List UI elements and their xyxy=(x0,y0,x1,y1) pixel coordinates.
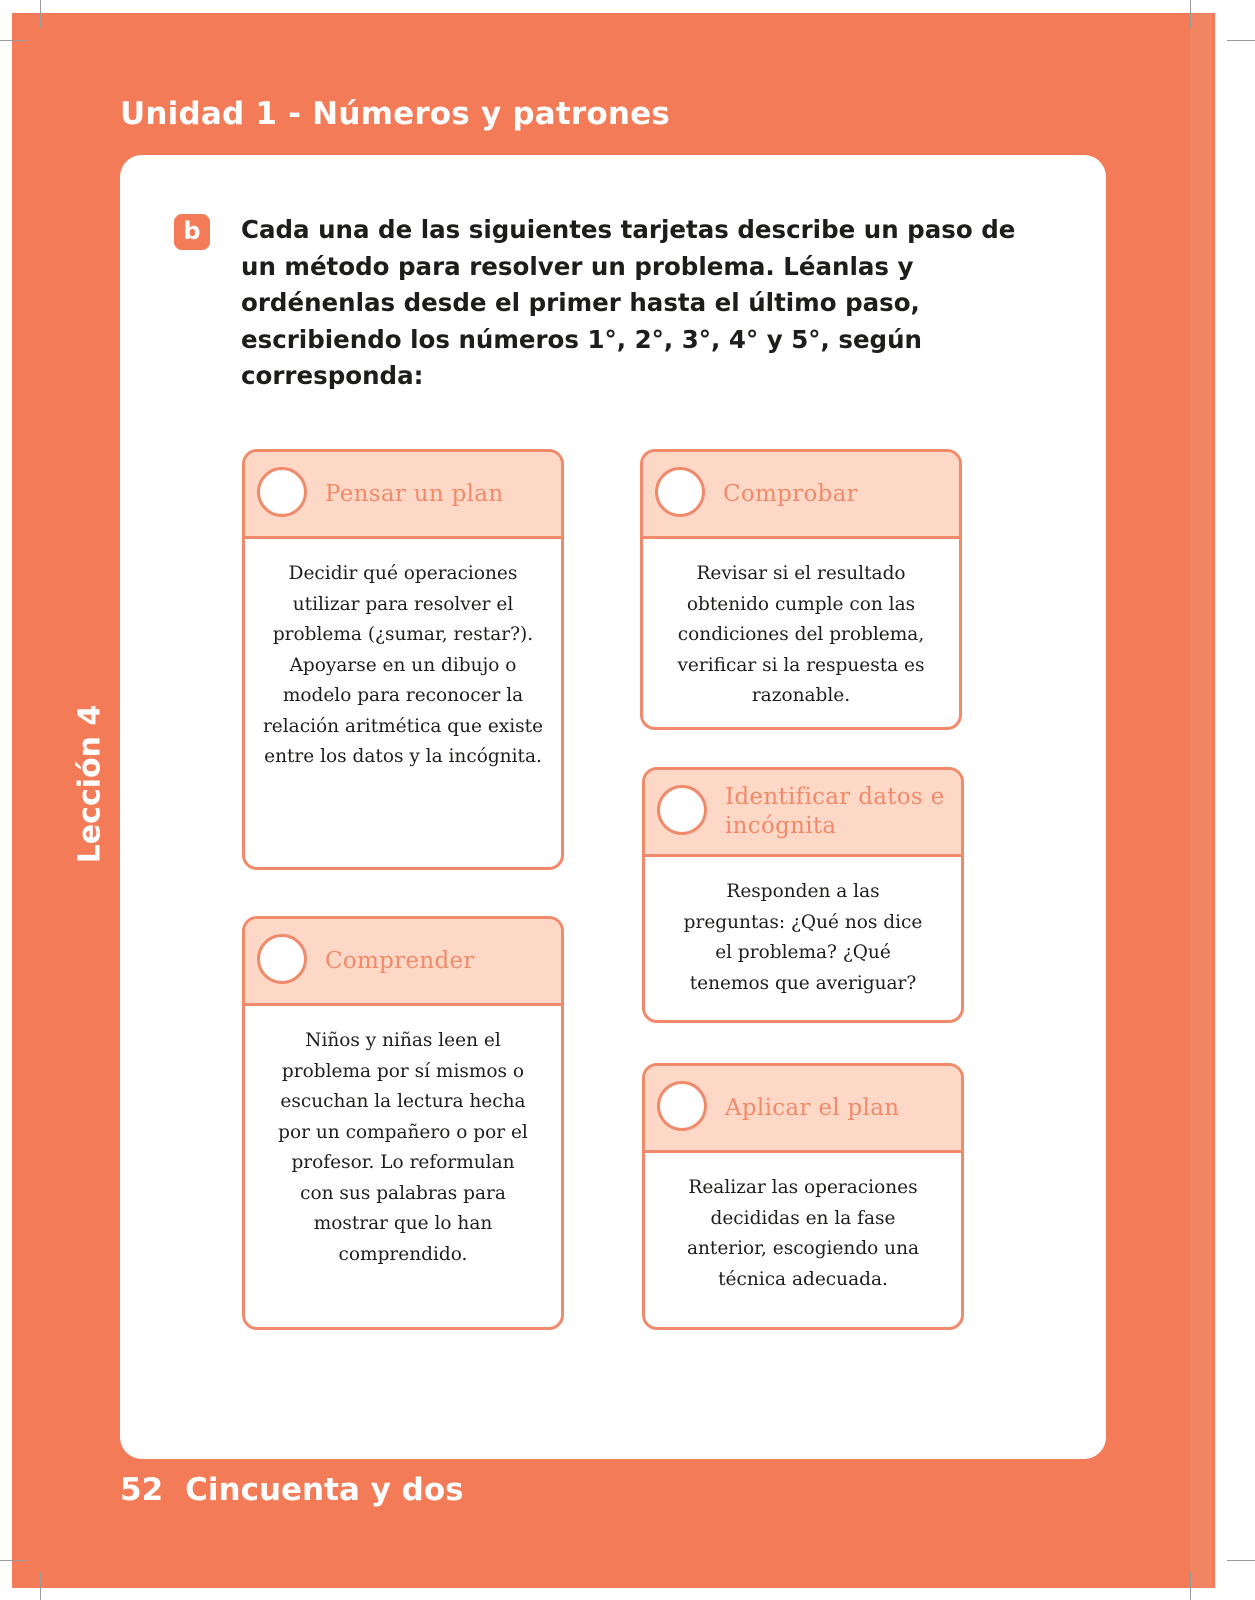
unit-title: Unidad 1 - Números y patrones xyxy=(120,96,671,132)
step-card-comprobar xyxy=(640,449,962,730)
crop-mark xyxy=(1190,0,1191,28)
crop-mark xyxy=(0,1560,28,1561)
exercise-badge: b xyxy=(174,214,210,250)
card-title: Identificar datos e incógnita xyxy=(725,784,945,839)
step-card-pensar-un-plan xyxy=(242,449,564,870)
crop-mark xyxy=(40,0,41,28)
step-card-identificar-datos xyxy=(642,767,964,1023)
crop-mark xyxy=(1227,40,1255,41)
page-number-words: Cincuenta y dos xyxy=(185,1472,464,1508)
lesson-label: Lección 4 xyxy=(72,704,108,864)
card-header xyxy=(645,1066,961,1153)
step-number-circle[interactable] xyxy=(257,467,307,517)
step-card-aplicar-el-plan xyxy=(642,1063,964,1330)
card-description: Responden a las preguntas: ¿Qué nos dice el problema? ¿Qué tenemos que averiguar? xyxy=(683,881,923,994)
exercise-instruction: Cada una de las siguientes tarjetas describe un paso de un método para resolver un problema. Léanlas y ordénenlas desde el primer hasta el último paso, escribiendo los números 1°, 2°, 3°, 4° y 5°, según corresponda: xyxy=(241,215,1016,390)
step-number-circle[interactable] xyxy=(257,934,307,984)
crop-mark xyxy=(40,1572,41,1600)
page-footer xyxy=(120,1472,464,1508)
crop-mark xyxy=(0,40,28,41)
page-edge-strip xyxy=(1190,13,1212,1588)
card-title: Comprender xyxy=(325,947,475,974)
card-title: Pensar un plan xyxy=(325,480,504,507)
card-header xyxy=(245,919,561,1006)
crop-mark xyxy=(1227,1560,1255,1561)
crop-mark xyxy=(1190,1572,1191,1600)
card-description: Niños y niñas leen el problema por sí mismos o escuchan la lectura hecha por un compañero o por el profesor. Lo reformulan con sus palabras para mostrar que lo han comprendido. xyxy=(278,1030,528,1265)
card-description: Decidir qué operaciones utilizar para resolver el problema (¿sumar, restar?). Apoyarse en un dibujo o modelo para reconocer la relación aritmética que existe entre los datos y la incógnita. xyxy=(262,563,544,767)
step-number-circle[interactable] xyxy=(657,1081,707,1131)
card-title: Aplicar el plan xyxy=(725,1094,900,1121)
card-description: Realizar las operaciones decididas en la fase anterior, escogiendo una técnica adecuada. xyxy=(686,1177,920,1290)
card-header xyxy=(643,452,959,539)
step-number-circle[interactable] xyxy=(657,785,707,835)
card-header xyxy=(245,452,561,539)
page-number: 52 xyxy=(120,1472,164,1508)
step-number-circle[interactable] xyxy=(655,467,705,517)
card-title: Comprobar xyxy=(723,480,858,507)
card-description: Revisar si el resultado obtenido cumple con las condiciones del problema, verificar si la respuesta es razonable. xyxy=(677,563,925,706)
card-header xyxy=(645,770,961,857)
step-card-comprender xyxy=(242,916,564,1330)
